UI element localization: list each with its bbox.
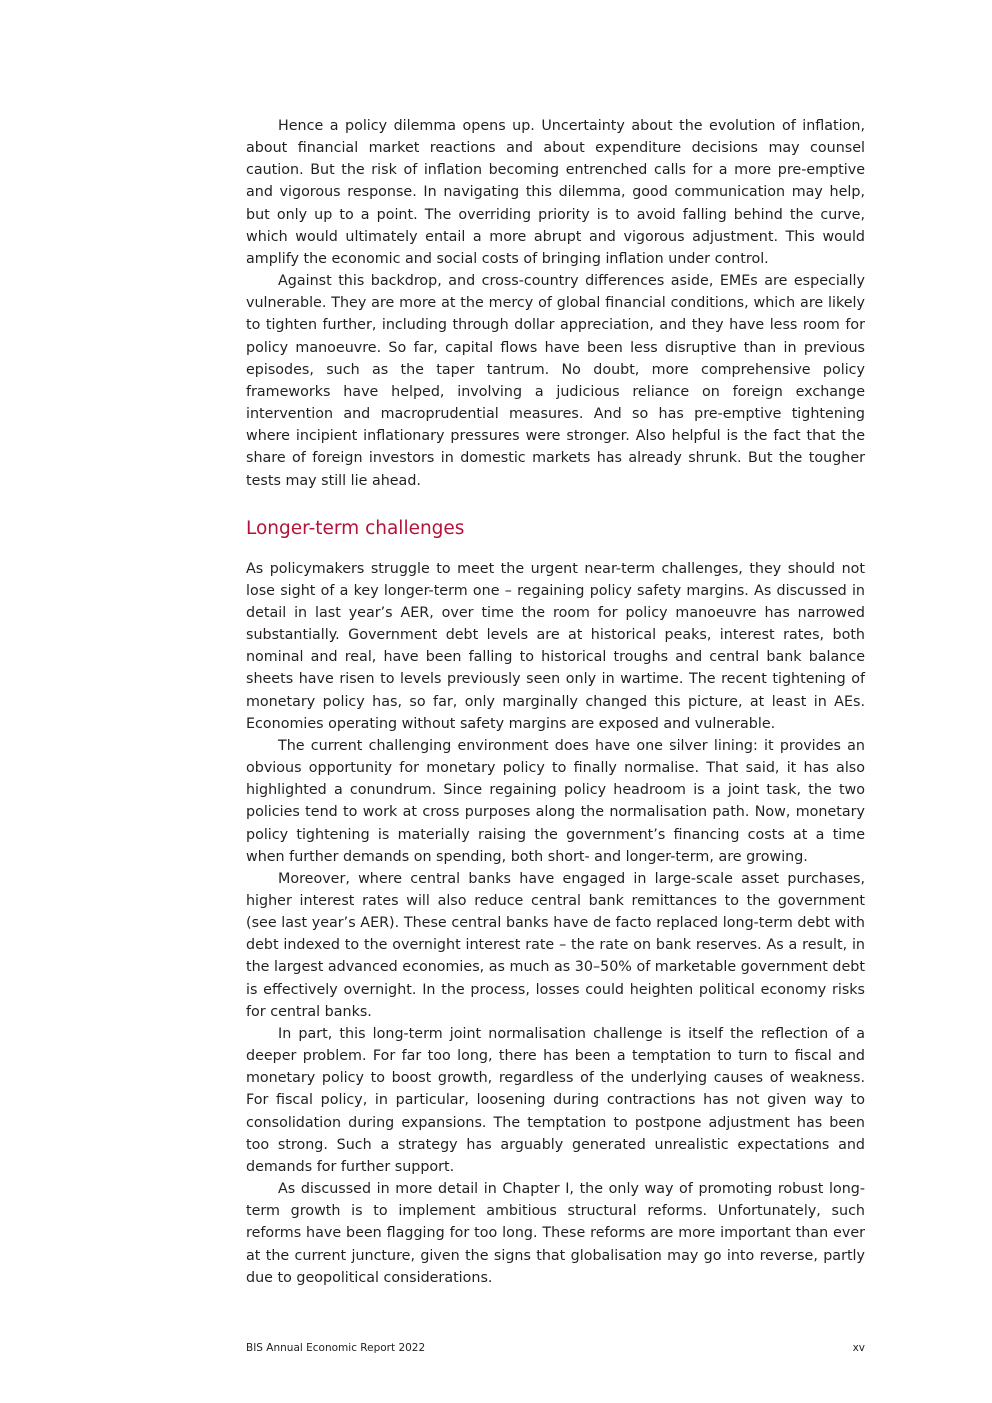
section-heading-longer-term: Longer-term challenges (246, 517, 465, 539)
paragraph-eme-vulnerability: Against this backdrop, and cross-country differences aside, EMEs are especially vulnerable. They are more at the mercy of global financial conditions, which are likely to tighten further, including through dollar appreciation, and they have less room for policy manoeuvre. So far, capital flows have been less disruptive than in previous episodes, such as the taper tantrum. No doubt, more comprehensive policy frameworks have helped, involving a judicious reliance on foreign exchange intervention and macroprudential measures. And so has pre-emptive tightening where incipient inflationary pressures were stronger. Also helpful is the fact that the share of foreign investors in domestic markets has already shrunk. But the tougher tests may still lie ahead. (246, 273, 865, 489)
paragraph-asset-purchases: Moreover, where central banks have engaged in large-scale asset purchases, higher interest rates will also reduce central bank remittances to the government (see last year’s AER). These central banks have de facto replaced long-term debt with debt indexed to the overnight interest rate – the rate on bank reserves. As a result, in the largest advanced economies, as much as 30–50% of marketable government debt is effectively overnight. In the process, losses could heighten political economy risks for central banks. (246, 870, 865, 1020)
paragraph-safety-margins: As policymakers struggle to meet the urgent near-term challenges, they should not lose sight of a key longer-term one – regaining policy safety margins. As discussed in detail in last year’s AER, over time the room for policy manoeuvre has narrowed substantially. Government debt levels are at historical peaks, interest rates, both nominal and real, have been falling to historical troughs and central bank balance sheets have risen to levels previously seen only in wartime. The recent tightening of monetary policy has, so far, only marginally changed this picture, at least in AEs. Economies operating without safety margins are exposed and vulnerable. (246, 560, 865, 732)
page-footer (246, 1340, 865, 1356)
page-body (246, 115, 865, 1289)
footer-publication-title: BIS Annual Economic Report 2022 (246, 1342, 426, 1354)
paragraph-policy-dilemma: Hence a policy dilemma opens up. Uncertainty about the evolution of inflation, about financial market reactions and about expenditure decisions may counsel caution. But the risk of inflation becoming entrenched calls for a more pre-emptive and vigorous response. In navigating this dilemma, good communication may help, but only up to a point. The overriding priority is to avoid falling behind the curve, which would ultimately entail a more abrupt and vigorous adjustment. This would amplify the economic and social costs of bringing inflation under control. (246, 118, 865, 267)
paragraph-deeper-problem: In part, this long-term joint normalisation challenge is itself the reflection of a deeper problem. For far too long, there has been a temptation to turn to fiscal and monetary policy to boost growth, regardless of the underlying causes of weakness. For fiscal policy, in particular, loosening during contractions has not given way to consolidation during expansions. The temptation to postpone adjustment has been too strong. Such a strategy has arguably generated unrealistic expectations and demands for further support. (246, 1025, 865, 1175)
section-inflation-dilemma (246, 115, 865, 492)
footer-page-number: xv (852, 1342, 865, 1354)
section-longer-term-challenges (246, 558, 865, 1289)
paragraph-structural-reforms: As discussed in more detail in Chapter I, the only way of promoting robust long-term growth is to implement ambitious structural reforms. Unfortunately, such reforms have been flagging for too long. These reforms are more important than ever at the current juncture, given the signs that globalisation may go into reverse, partly due to geopolitical considerations. (246, 1181, 865, 1286)
paragraph-silver-lining: The current challenging environment does have one silver lining: it provides an obvious opportunity for monetary policy to finally normalise. That said, it has also highlighted a conundrum. Since regaining policy headroom is a joint task, the two policies tend to work at cross purposes along the normalisation path. Now, monetary policy tightening is materially raising the government’s financing costs at a time when further demands on spending, both short- and longer-term, are growing. (246, 737, 865, 865)
